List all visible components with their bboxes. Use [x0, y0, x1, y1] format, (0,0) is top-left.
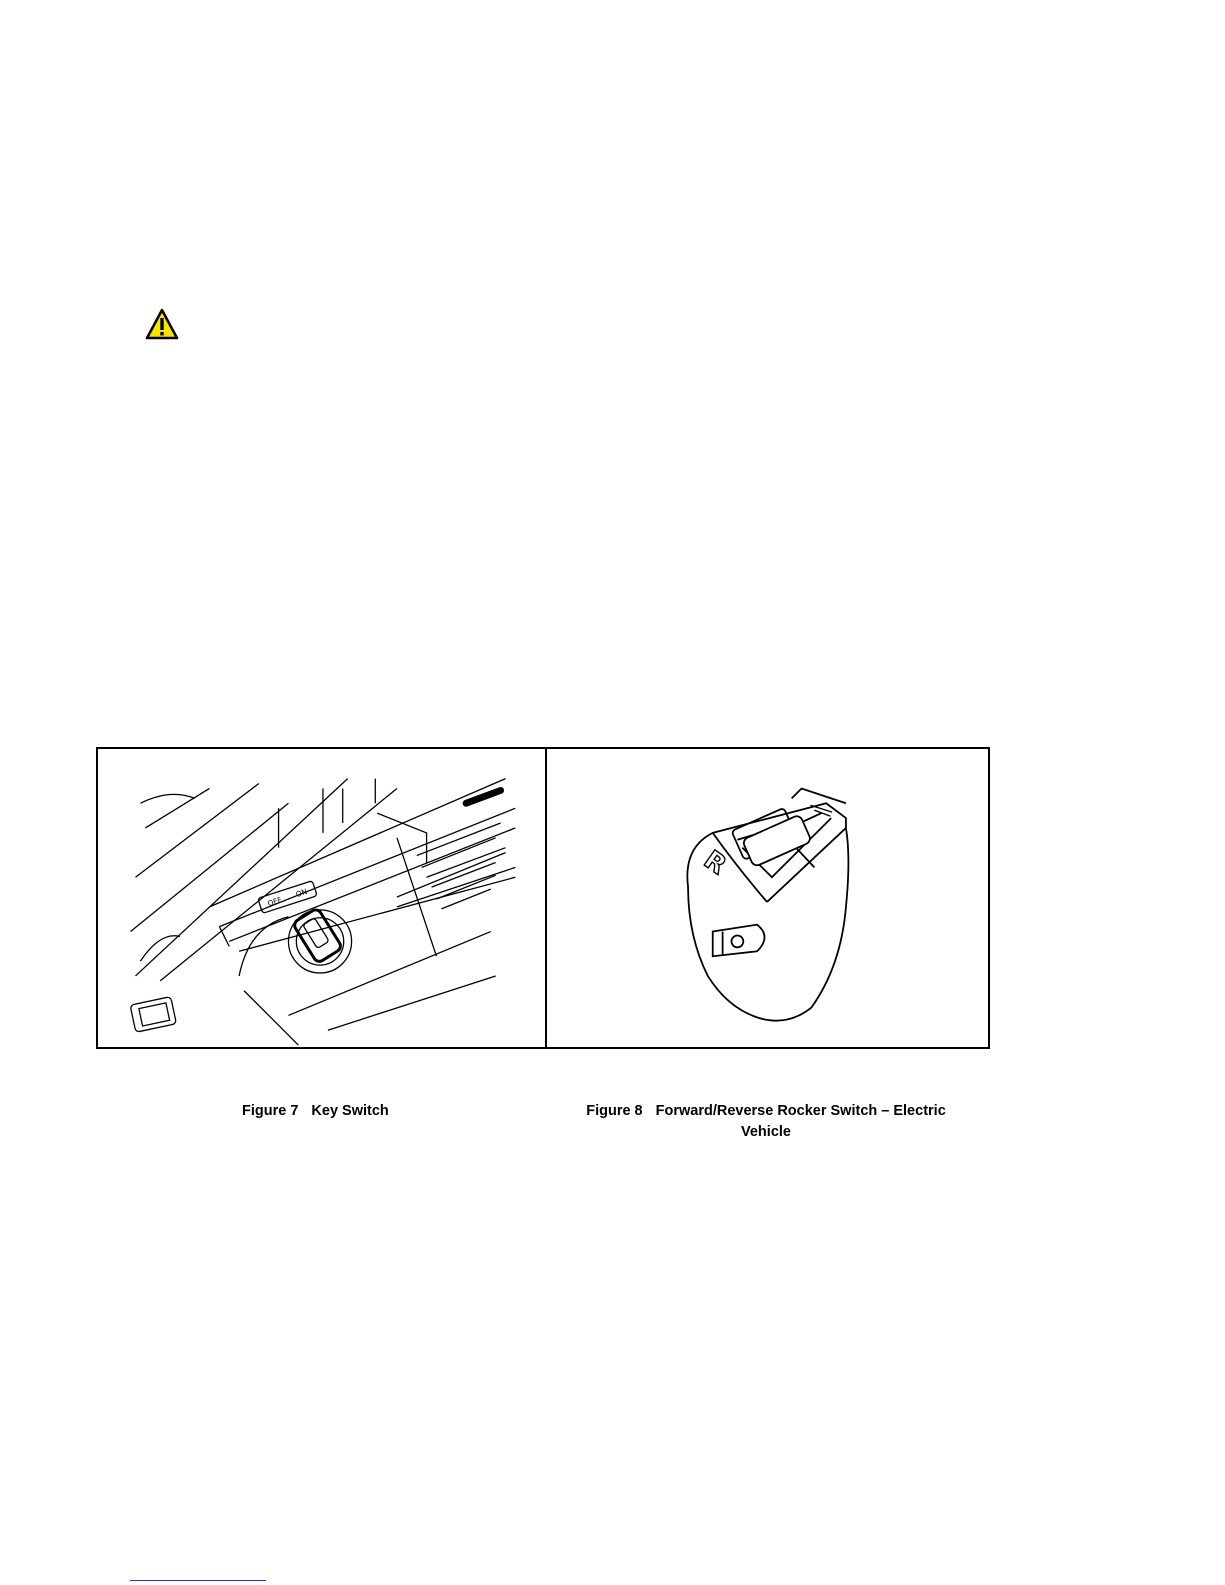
rocker-letter: R	[698, 844, 732, 881]
figure-8-title-line2: Vehicle	[741, 1124, 791, 1140]
key-switch-illustration	[98, 749, 545, 1047]
figure-8-caption	[560, 1101, 972, 1143]
on-label: ON	[294, 886, 309, 899]
figure-7-title: Key Switch	[311, 1103, 389, 1119]
figure-8-title-line1: Forward/Reverse Rocker Switch – Electric	[655, 1103, 946, 1119]
warning-triangle-icon	[145, 308, 179, 340]
figure-7-number: Figure 7	[242, 1103, 299, 1119]
rocker-switch-illustration	[547, 749, 988, 1047]
figure-7-caption	[242, 1101, 389, 1122]
off-label: OFF	[266, 895, 283, 909]
figure-frame	[96, 747, 990, 1049]
figure-8-number: Figure 8	[586, 1103, 643, 1119]
footnote-rule	[130, 1580, 266, 1581]
